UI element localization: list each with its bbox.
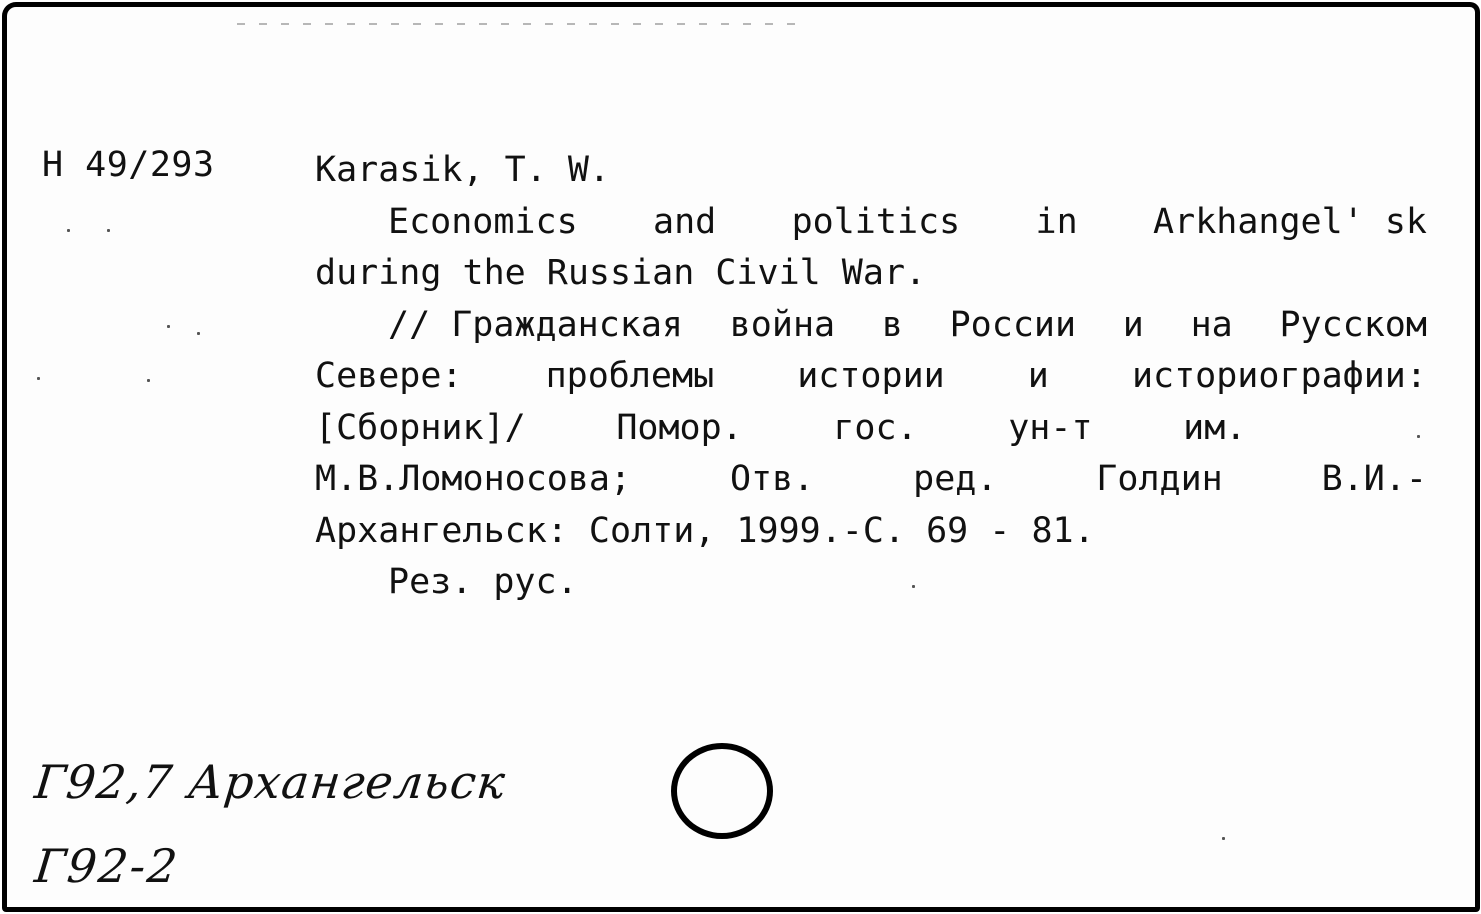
- entry-word: in: [1035, 201, 1078, 242]
- bibliographic-entry: [315, 145, 1427, 609]
- scan-speck: [1222, 837, 1225, 840]
- entry-word: ред.: [913, 459, 998, 499]
- punch-hole: [671, 743, 773, 839]
- entry-word: М.В.Ломоносова;: [315, 459, 632, 499]
- entry-word: на: [1190, 304, 1233, 345]
- entry-word: Голдин: [1096, 459, 1223, 499]
- entry-line: [315, 403, 1427, 455]
- entry-word: politics: [791, 201, 961, 242]
- entry-word: Севере:: [315, 356, 463, 396]
- handwritten-classification: Г92,7 Архангельск: [32, 755, 509, 809]
- entry-word: Arkhangel' sk: [1153, 201, 1427, 242]
- entry-line: Рез. рус.: [388, 562, 578, 602]
- entry-word: [Сборник]/: [315, 407, 526, 448]
- entry-word: гос.: [833, 407, 918, 448]
- entry-word: истории: [797, 356, 945, 396]
- entry-line: [315, 454, 1427, 506]
- entry-word: война: [729, 304, 836, 345]
- entry-line: [315, 197, 1427, 249]
- scan-speck: [167, 325, 170, 328]
- entry-word: and: [653, 201, 717, 242]
- scan-speck: [912, 585, 915, 588]
- scan-speck: [107, 229, 110, 232]
- entry-word: им.: [1183, 407, 1247, 448]
- entry-line: [315, 300, 1427, 352]
- entry-word: Русском: [1279, 304, 1427, 345]
- entry-word: Помор.: [616, 407, 743, 448]
- entry-word: В.И.-: [1321, 459, 1427, 499]
- call-number: Н 49/293: [42, 145, 215, 185]
- scan-speck: [147, 379, 150, 382]
- entry-word: Economics: [388, 201, 578, 242]
- scan-speck: [1417, 435, 1420, 438]
- entry-word: // Гражданская: [388, 304, 684, 345]
- scan-speck: [67, 229, 70, 232]
- entry-line: [315, 351, 1427, 403]
- entry-word: Отв.: [729, 459, 815, 499]
- entry-word: и: [1027, 356, 1049, 396]
- entry-word: России: [949, 304, 1077, 345]
- catalog-card: [2, 2, 1480, 912]
- entry-gap: [1337, 403, 1427, 455]
- entry-word: в: [881, 304, 903, 345]
- entry-word: историографии:: [1131, 356, 1427, 396]
- handwritten-shelf-code: Г92-2: [32, 839, 182, 893]
- entry-line: Архангельск: Солти, 1999.-С. 69 - 81.: [315, 510, 1095, 551]
- entry-word: ун-т: [1008, 407, 1093, 448]
- entry-word: и: [1122, 304, 1144, 345]
- scan-noise: [237, 23, 797, 25]
- entry-word: проблемы: [545, 356, 715, 396]
- scan-speck: [197, 332, 200, 335]
- entry-line: Karasik, T. W.: [315, 150, 611, 190]
- entry-line: during the Russian Civil War.: [315, 253, 927, 293]
- scan-speck: [37, 377, 40, 380]
